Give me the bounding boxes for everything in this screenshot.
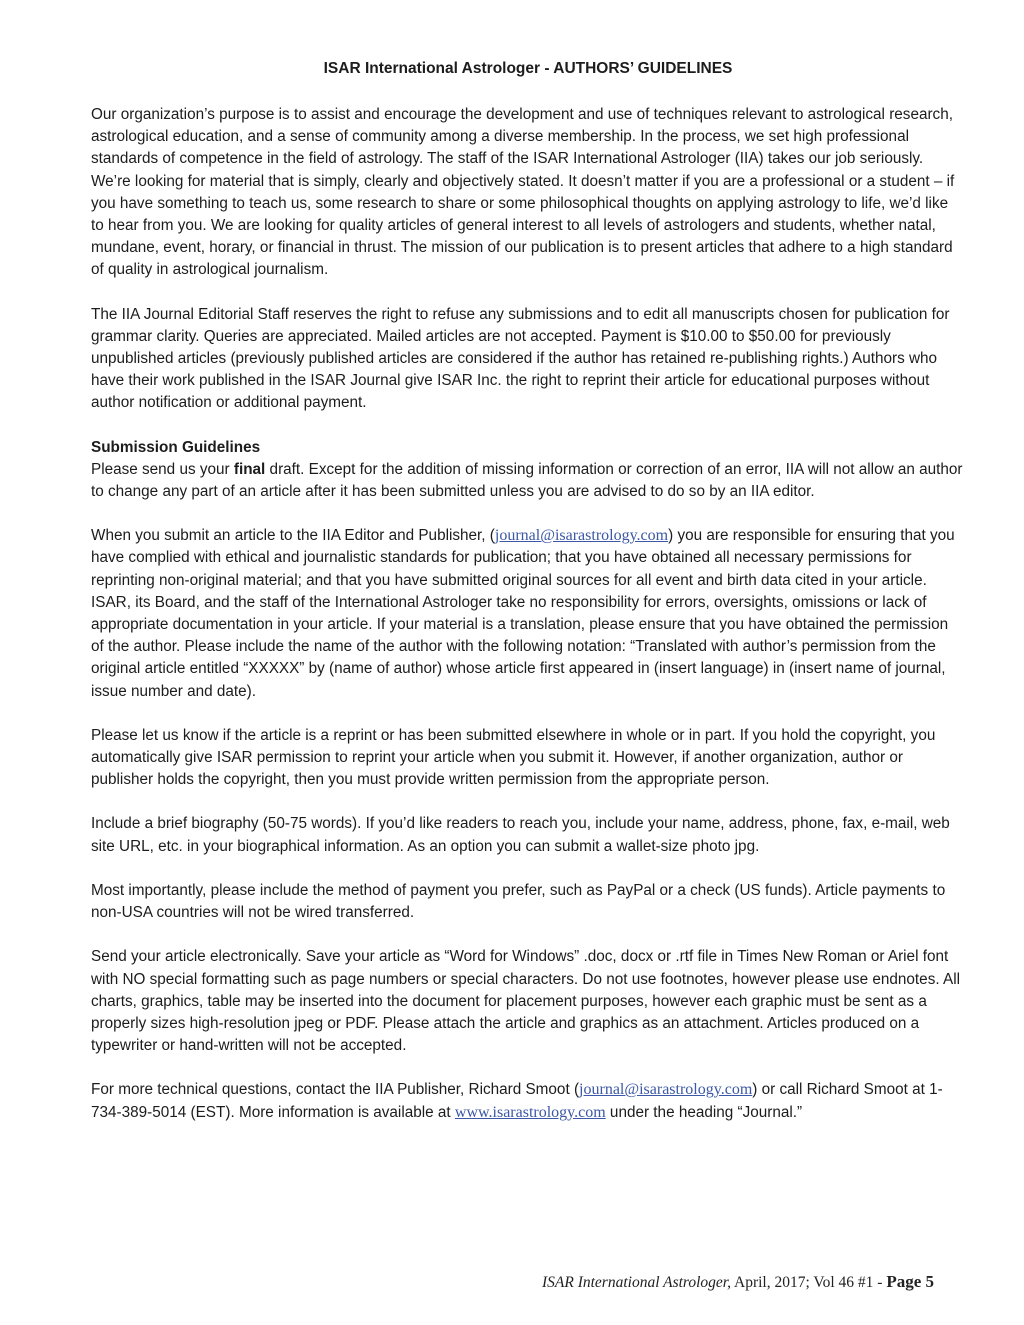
reprint-copyright-paragraph: Please let us know if the article is a reprint or has been submitted elsewhere in whole or in part. If you hold the copyright, you automatically give ISAR permission to reprint your article when you submit it. However, if another organization, author or publisher holds the copyright, then you must provide written permission from the appropriate person. — [91, 726, 936, 789]
responsibility-text-start: When you submit an article to the IIA Editor and Publisher, ( — [91, 527, 495, 545]
file-format-paragraph: Send your article electronically. Save your article as “Word for Windows” .doc, docx or .rtf file in Times New Roman or Ariel font with NO special formatting such as page numbers or special characters. Do not use footnotes, however please use endnotes. All charts, graphics, table may be inserted into the document for placement purposes, however each graphic must be sent as a properly sizes high-resolution jpeg or PDF. Please attach the article and graphics as an attachment. Articles produced on a typewriter or hand-written will not be accepted. — [91, 948, 960, 1055]
document-page — [91, 58, 965, 1124]
footer-issue-info: April, 2017; Vol 46 #1 - — [731, 1274, 887, 1291]
contact-text-start: For more technical questions, contact the IIA Publisher, Richard Smoot ( — [91, 1081, 580, 1099]
editorial-policy-paragraph: The IIA Journal Editorial Staff reserves the right to refuse any submissions and to edit all manuscripts chosen for publication for grammar clarity. Queries are appreciated. Mailed articles are not accepted. Payment is $10.00 to $50.00 for previously unpublished articles (previously published articles are considered if the author has retained re-publishing rights.) Authors who have their work published in the ISAR Journal give ISAR Inc. the right to reprint their article for educational purposes without author notification or additional payment. — [91, 305, 950, 412]
footer-publication-name: ISAR International Astrologer, — [541, 1274, 731, 1291]
contact-text-end: under the heading “Journal.” — [605, 1103, 803, 1121]
page-footer — [542, 1272, 934, 1292]
intro-paragraph: Our organization’s purpose is to assist and encourage the development and use of techniques relevant to astrological research, astrological education, and a sense of community among a diverse membership. In the process, we set high professional standards of competence in the field of astrology. The staff of the ISAR International Astrologer (IIA) takes our job seriously. We’re looking for material that is simply, clearly and objectively stated. It doesn’t matter if you are a professional or a student – if you have something to teach us, some research to share or some philosophical thoughts on applying astrology to life, we’d like to hear from you. We are looking for quality articles of general interest to all levels of astrologers and students, whether natal, mundane, event, horary, or financial in thrust. The mission of our publication is to present articles that adhere to a high standard of quality in astrological journalism. — [91, 106, 955, 279]
submission-responsibility-paragraph — [91, 525, 965, 703]
page-title: ISAR International Astrologer - AUTHORS’ GUIDELINES — [323, 60, 733, 77]
footer-page-number: Page 5 — [886, 1272, 934, 1291]
editor-email-link[interactable]: journal@isarastrology.com — [494, 527, 669, 545]
website-link[interactable]: www.isarastrology.com — [454, 1103, 606, 1121]
submission-guidelines-heading: Submission Guidelines — [91, 438, 261, 456]
biography-paragraph: Include a brief biography (50-75 words). If you’d like readers to reach you, include your name, address, phone, fax, e-mail, web site URL, etc. in your biographical information. As an option you can submit a wallet-size photo jpg. — [91, 815, 950, 855]
final-draft-text-end: draft. Except for the addition of missing information or correction of an error, IIA will not allow an author to change any part of an article after it has been submitted unless you are advised to do so by an IIA editor. — [91, 460, 963, 501]
final-draft-text-start: Please send us your — [91, 460, 234, 478]
responsibility-text-end: ) you are responsible for ensuring that you have complied with ethical and journalistic standards for publication; that you have obtained all necessary permissions for reprinting non-original material; and that you have submitted original sources for all event and birth data cited in your article. ISAR, its Board, and the staff of the International Astrologer take no responsibility for errors, oversights, omissions or lack of appropriate documentation in your article. If your material is a translation, please ensure that you have obtained the permission of the author. Please include the name of the author with the following notation: “Translated with author’s permission from the original article entitled “XXXXX” by (name of author) whose article first appeared in (insert language) in (insert name of journal, issue number and date). — [91, 527, 955, 700]
publisher-email-link[interactable]: journal@isarastrology.com — [579, 1081, 753, 1099]
submission-final-draft-paragraph — [91, 437, 965, 504]
contact-paragraph — [91, 1079, 965, 1123]
payment-method-paragraph: Most importantly, please include the method of payment you prefer, such as PayPal or a check (US funds). Article payments to non-USA countries will not be wired transferred. — [91, 881, 946, 922]
final-emphasis: final — [233, 460, 266, 478]
contact-text-middle: ) or call Richard Smoot at 1-734-389-5014 (EST). More information is available at — [91, 1081, 943, 1121]
